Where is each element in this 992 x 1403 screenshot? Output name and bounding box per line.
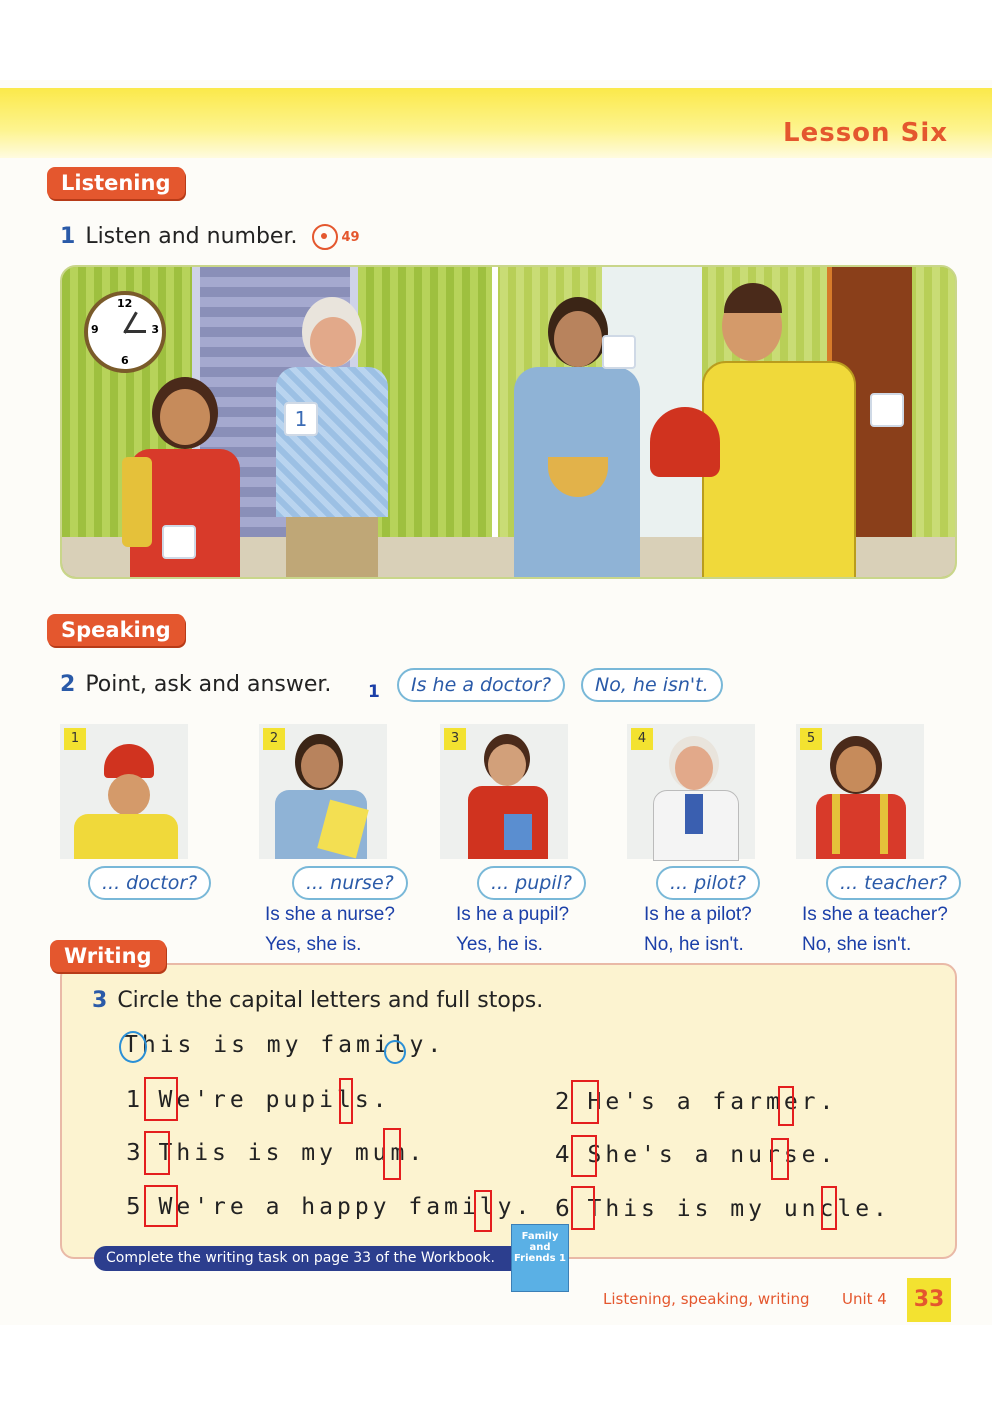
stop-mark-5[interactable]	[474, 1190, 492, 1232]
clock-9: 9	[91, 323, 99, 336]
clock-12: 12	[117, 297, 133, 310]
exercise-number: 1	[60, 224, 76, 249]
picture-card-2[interactable]	[259, 724, 387, 859]
section-tab-speaking: Speaking	[47, 614, 185, 646]
item-text: She's a nurse.	[587, 1142, 838, 1168]
card-number: 1	[64, 728, 86, 750]
answer-box-1[interactable]: 1	[284, 402, 318, 436]
item-text: This is my mum.	[158, 1140, 427, 1166]
card-3-answer	[456, 900, 569, 960]
item-text: This is my uncle.	[587, 1196, 891, 1222]
item-text: He's a farmer.	[587, 1089, 838, 1115]
card-5-answer	[802, 900, 948, 960]
stop-mark-2[interactable]	[778, 1086, 794, 1126]
item-number: 4	[555, 1142, 570, 1168]
capital-mark-2[interactable]	[571, 1080, 599, 1124]
card-5-bubble: ... teacher?	[826, 866, 961, 900]
footer-skills: Listening, speaking, writing	[603, 1290, 810, 1308]
example-answer-bubble: No, he isn't.	[581, 668, 723, 702]
exercise-number: 3	[92, 988, 108, 1013]
card-1-bubble: ... doctor?	[88, 866, 211, 900]
clock-6: 6	[121, 354, 129, 367]
card-number: 2	[263, 728, 285, 750]
picture-card-4[interactable]	[627, 724, 755, 859]
answer-box-4[interactable]	[870, 393, 904, 427]
stop-mark-6[interactable]	[821, 1186, 837, 1230]
card-2-question-text: Is she a nurse?	[265, 904, 395, 925]
firefighter-figure	[702, 277, 862, 577]
answer-box-3[interactable]	[602, 335, 636, 369]
clock-hand	[124, 330, 146, 333]
card-2-bubble: ... nurse?	[292, 866, 408, 900]
capital-mark-1[interactable]	[144, 1077, 178, 1121]
grandfather-figure	[262, 297, 402, 577]
card-3-question-text: Is he a pupil?	[456, 904, 570, 925]
item-text: We're pupils.	[158, 1087, 391, 1113]
item-text: We're a happy family.	[158, 1194, 534, 1220]
answer-box-2[interactable]	[162, 525, 196, 559]
item-number: 2	[555, 1089, 570, 1115]
card-5-answer-text: No, she isn't.	[802, 934, 912, 955]
exercise-3-title	[92, 988, 543, 1013]
example-question-bubble: Is he a doctor?	[397, 668, 565, 702]
listening-illustration	[60, 265, 957, 579]
item-number: 6	[555, 1196, 570, 1222]
exercise-instruction: Circle the capital letters and full stops.	[117, 988, 544, 1013]
stop-mark-4[interactable]	[771, 1138, 789, 1180]
sentence-6	[555, 1196, 891, 1222]
picture-card-1[interactable]	[60, 724, 188, 859]
card-4-question-text: Is he a pilot?	[644, 904, 752, 925]
exercise-2-title	[60, 672, 331, 697]
scene-divider	[492, 267, 498, 577]
card-3-answer-text: Yes, he is.	[456, 934, 543, 955]
card-number: 3	[444, 728, 466, 750]
picture-card-5[interactable]	[796, 724, 924, 859]
picture-card-3[interactable]	[440, 724, 568, 859]
footer-unit: Unit 4	[842, 1290, 887, 1308]
example-number: 1	[368, 682, 380, 702]
example-sentence: This is my family.	[124, 1032, 446, 1058]
workbook-cover-thumbnail	[511, 1224, 569, 1292]
section-tab-writing: Writing	[50, 940, 166, 972]
card-4-answer-text: No, he isn't.	[644, 934, 744, 955]
card-number: 4	[631, 728, 653, 750]
exercise-number: 2	[60, 672, 76, 697]
card-2-answer	[265, 900, 395, 960]
exercise-1-title	[60, 224, 360, 250]
capital-mark-4[interactable]	[571, 1135, 597, 1177]
sentence-5	[126, 1194, 533, 1220]
workbook-title: Family and Friends 1	[513, 1231, 566, 1264]
example-capital-circle	[119, 1031, 147, 1063]
capital-mark-3[interactable]	[144, 1131, 170, 1175]
workbook-note: Complete the writing task on page 33 of the Workbook.	[94, 1246, 518, 1271]
exercise-instruction: Listen and number.	[85, 224, 298, 249]
card-3-bubble: ... pupil?	[477, 866, 586, 900]
track-number: 49	[341, 229, 360, 245]
item-number: 3	[126, 1140, 141, 1166]
card-5-question-text: Is she a teacher?	[802, 904, 948, 925]
clock-icon	[84, 291, 166, 373]
sentence-3	[126, 1140, 426, 1166]
stop-mark-3[interactable]	[383, 1128, 401, 1180]
example-stop-circle	[384, 1040, 406, 1064]
section-tab-listening: Listening	[47, 167, 185, 199]
card-2-answer-text: Yes, she is.	[265, 934, 362, 955]
item-number: 5	[126, 1194, 141, 1220]
card-4-answer	[644, 900, 752, 960]
item-number: 1	[126, 1087, 141, 1113]
capital-mark-5[interactable]	[144, 1185, 178, 1227]
card-4-bubble: ... pilot?	[656, 866, 760, 900]
lesson-title: Lesson Six	[783, 118, 948, 148]
page-number: 33	[907, 1278, 951, 1322]
capital-mark-6[interactable]	[571, 1186, 595, 1230]
stop-mark-1[interactable]	[339, 1078, 353, 1124]
audio-cd-icon[interactable]	[312, 224, 338, 250]
sentence-4	[555, 1142, 837, 1168]
card-number: 5	[800, 728, 822, 750]
clock-3: 3	[151, 323, 159, 336]
exercise-instruction: Point, ask and answer.	[85, 672, 332, 697]
